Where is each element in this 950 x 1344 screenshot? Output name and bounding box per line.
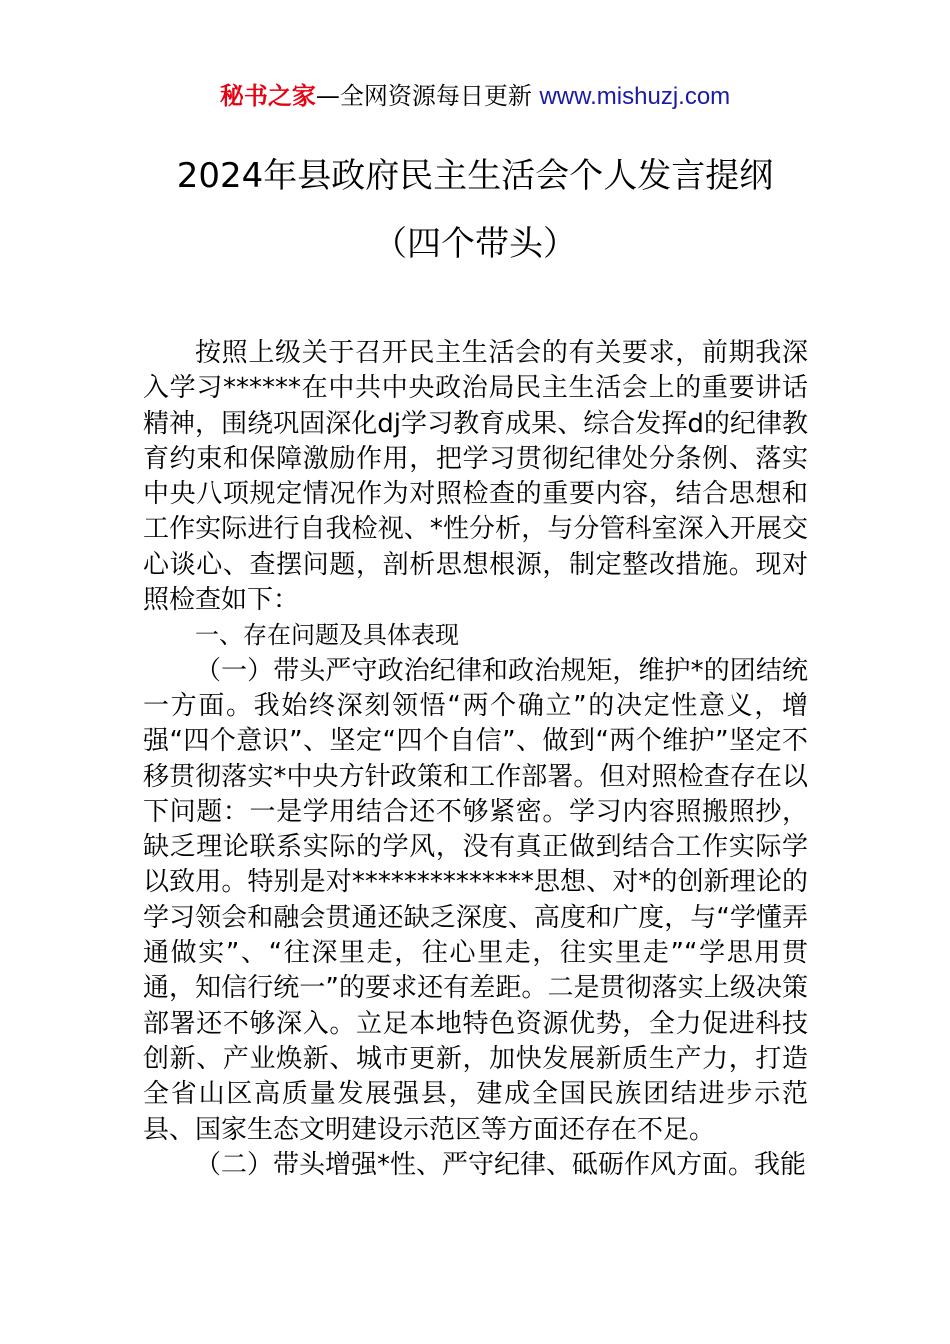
document-subtitle: （四个带头） <box>373 224 577 264</box>
document-title: 2024年县政府民主生活会个人发言提纲 <box>176 156 774 196</box>
intro-paragraph: 按照上级关于召开民主生活会的有关要求，前期我深入学习******在中共中央政治局民主生活会上的重要讲话精神，围绕巩固深化dj学习教育成果、综合发挥d的纪律教育约束和保障激励作用，把学习贯彻纪律处分条例、落实中央八项规定情况作为对照检查的重要内容，结合思想和工作实际进行自我检视、*性分析，与分管科室深入开展交心谈心、查摆问题，剖析思想根源，制定整改措施。现对照检查如下： <box>143 338 808 616</box>
site-url-link[interactable]: www.mishuzj.com <box>539 83 731 110</box>
site-brand: 秘书之家 <box>219 82 316 110</box>
site-header <box>0 78 950 115</box>
body-paragraph: （二）带头增强*性、严守纪律、砥砺作风方面。我能 <box>195 1149 807 1180</box>
document-body <box>143 336 808 1183</box>
body-paragraph: （一）带头严守政治纪律和政治规矩，维护*的团结统一方面。我始终深刻领悟“两个确立”的决定性意义，增强“四个意识”、坚定“四个自信”、做到“两个维护”坚定不移贯彻落实*中央方针政策和工作部署。但对照检查存在以下问题：一是学用结合还不够紧密。学习内容照搬照抄，缺乏理论联系实际的学风，没有真正做到结合工作实际学以致用。特别是对**************思想、对*的创新理论的学习领会和融会贯通还缺乏深度、高度和广度，与“学懂弄通做实”、“往深里走，往心里走，往实里走”“学思用贯通，知信行统一”的要求还有差距。二是贯彻落实上级决策部署还不够深入。立足本地特色资源优势，全力促进科技创新、产业焕新、城市更新，加快发展新质生产力，打造全省山区高质量发展强县，建成全国民族团结进步示范县、国家生态文明建设示范区等方面还存在不足。 <box>143 655 808 1145</box>
section-heading: 一、存在问题及具体表现 <box>195 621 459 650</box>
site-tagline: —全网资源每日更新 <box>315 82 540 110</box>
